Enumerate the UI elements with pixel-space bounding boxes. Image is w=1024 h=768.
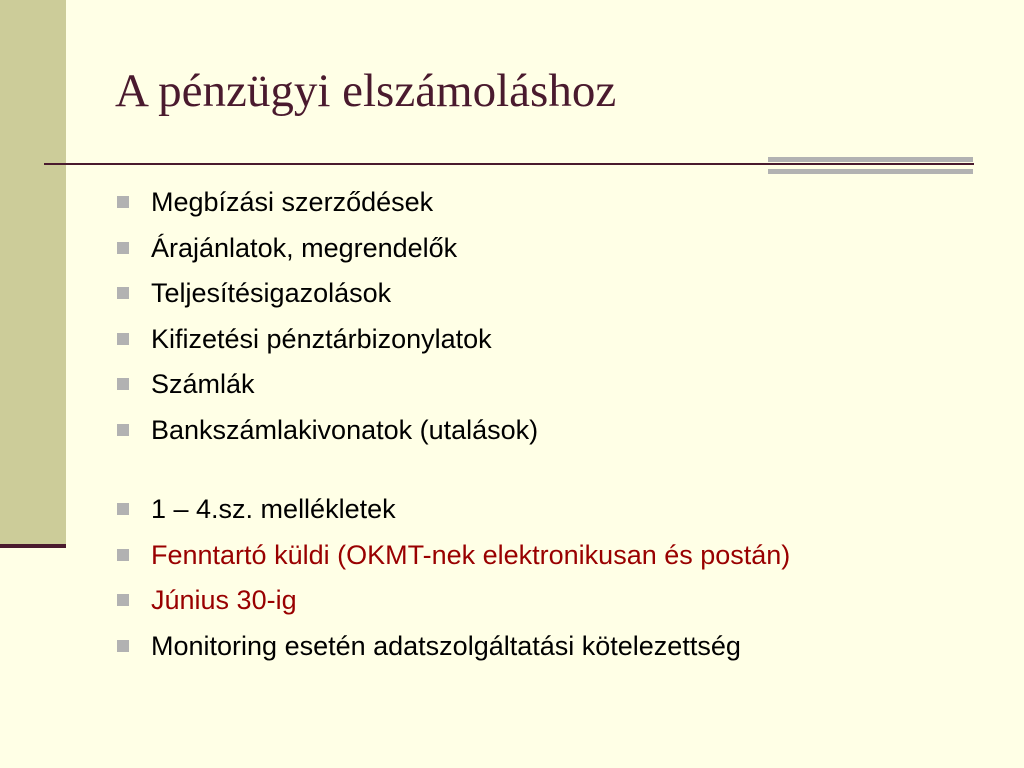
square-bullet-icon xyxy=(117,196,129,208)
square-bullet-icon xyxy=(117,594,129,606)
square-bullet-icon xyxy=(117,378,129,390)
square-bullet-icon xyxy=(117,242,129,254)
accent-bar xyxy=(768,157,973,162)
square-bullet-icon xyxy=(117,640,129,652)
square-bullet-icon xyxy=(117,503,129,515)
list-item-text: Teljesítésigazolások xyxy=(151,278,392,308)
list-item-text: Fenntartó küldi (OKMT-nek elektronikusan és postán) xyxy=(151,539,791,570)
square-bullet-icon xyxy=(117,333,129,345)
slide-title: A pénzügyi elszámoláshoz xyxy=(115,65,617,117)
left-decorative-band xyxy=(0,0,66,544)
list-item xyxy=(115,271,790,317)
square-bullet-icon xyxy=(117,424,129,436)
list-spacer xyxy=(115,453,790,487)
square-bullet-icon xyxy=(117,287,129,299)
list-item xyxy=(115,317,790,363)
square-bullet-icon xyxy=(117,549,129,561)
list-item-text: Június 30-ig xyxy=(151,585,297,615)
list-item xyxy=(115,487,790,533)
list-item xyxy=(115,180,790,226)
divider-accent-bars xyxy=(768,157,973,179)
list-item-text: Bankszámlakivonatok (utalások) xyxy=(151,414,539,445)
left-band-underline xyxy=(0,544,66,548)
list-item-text: Árajánlatok, megrendelők xyxy=(151,232,458,263)
list-item xyxy=(115,226,790,272)
list-item xyxy=(115,578,790,624)
list-item xyxy=(115,362,790,408)
list-item xyxy=(115,533,790,579)
list-item-text: Kifizetési pénztárbizonylatok xyxy=(151,323,492,354)
bullet-list xyxy=(115,180,790,669)
list-item-text: Számlák xyxy=(151,369,255,399)
list-item-text: Monitoring esetén adatszolgáltatási kötelezettség xyxy=(151,630,741,661)
list-item xyxy=(115,624,790,670)
accent-bar xyxy=(768,169,973,174)
list-item-text: Megbízási szerződések xyxy=(151,187,434,217)
list-item-text: 1 – 4.sz. mellékletek xyxy=(151,494,396,524)
list-item xyxy=(115,408,790,454)
